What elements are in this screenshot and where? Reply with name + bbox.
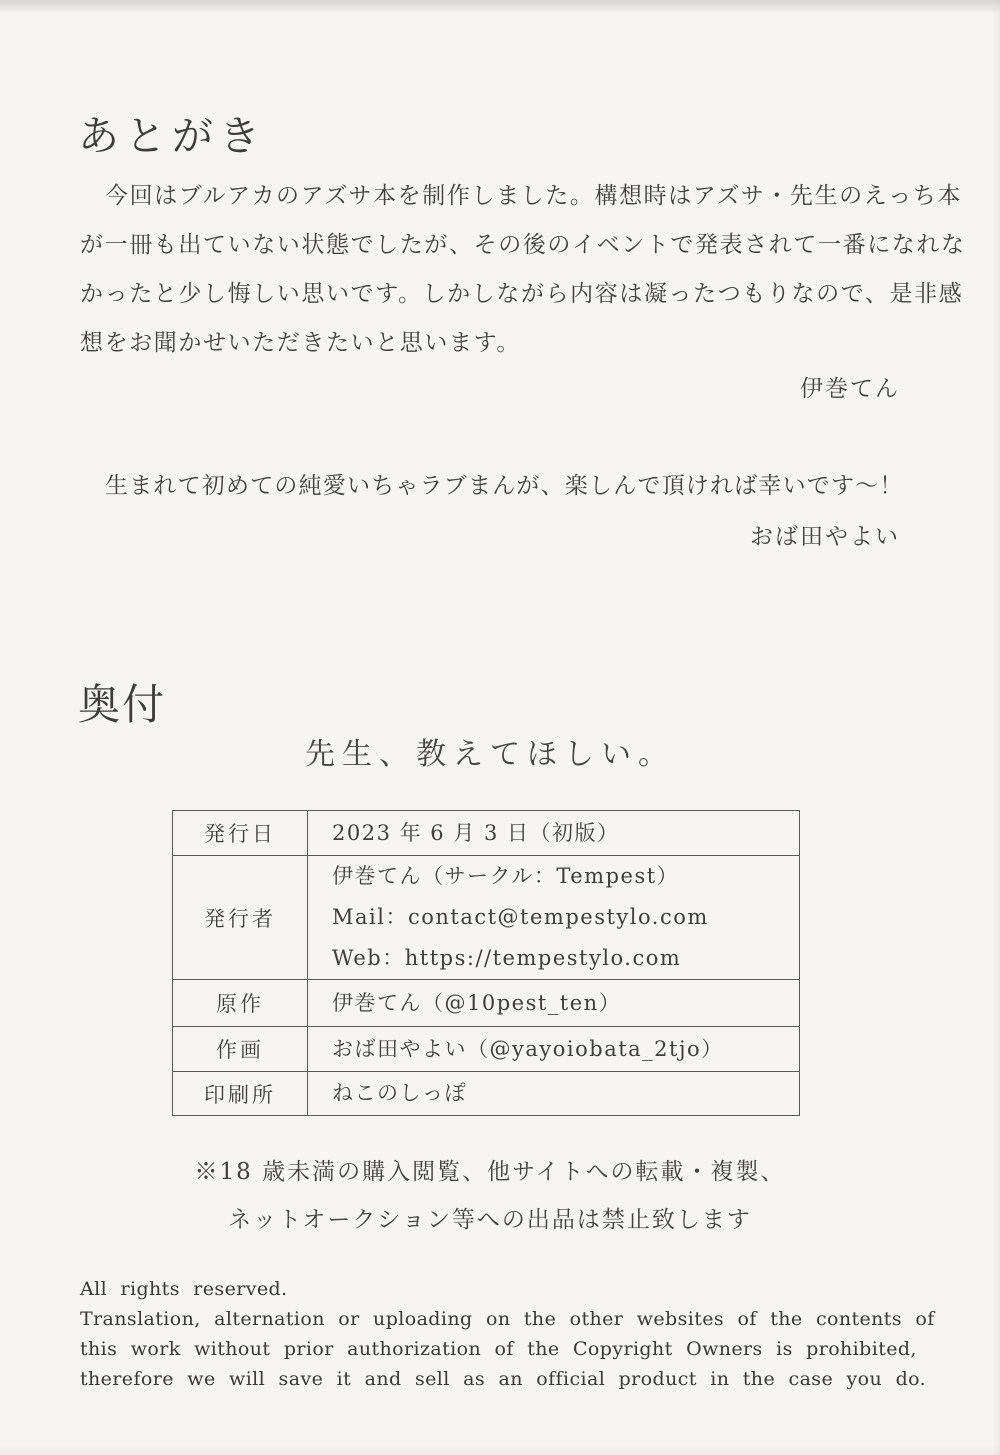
- row-value: おば田やよい（@yayoiobata_2tjo）: [332, 1036, 724, 1061]
- artist-signature: おば田やよい: [750, 524, 900, 550]
- copyright-line: Translation, alternation or uploading on the other websites of the contents of: [80, 1308, 935, 1330]
- row-label: 発行日: [173, 811, 308, 856]
- row-value: 伊巻てん（@10pest_ten）: [332, 990, 622, 1015]
- book-title: 先生、教えてほしい。: [305, 737, 675, 772]
- row-value: Mail：contact@tempestylo.com: [332, 905, 709, 929]
- notice-line: ネットオークション等への出品は禁止致します: [228, 1207, 752, 1233]
- afterword-paragraph: [80, 172, 966, 368]
- colophon-heading: 奥付: [78, 680, 167, 729]
- row-value: Web：https://tempestylo.com: [332, 946, 682, 970]
- paragraph-line: かったと少し悔しい思いです。しかしながら内容は凝ったつもりなので、是非感: [80, 281, 964, 307]
- row-label: 原作: [173, 980, 308, 1027]
- colophon-table: [172, 810, 800, 1116]
- row-value: ねこのしっぽ: [332, 1081, 467, 1105]
- table-row: [173, 856, 800, 980]
- copyright-line: All rights reserved.: [80, 1278, 288, 1300]
- author-signature: 伊巻てん: [800, 376, 900, 402]
- afterword-heading: あとがき: [78, 112, 266, 160]
- row-label: 作画: [173, 1027, 308, 1072]
- table-row: [173, 811, 800, 856]
- paragraph-line: が一冊も出ていない状態でしたが、その後のイベントで発表されて一番になれな: [80, 232, 966, 258]
- row-value: 2023 年 6 月 3 日（初版）: [332, 820, 620, 845]
- table-row: [173, 980, 800, 1027]
- copyright-notice: [80, 1274, 942, 1394]
- paragraph-line: 今回はブルアカのアズサ本を制作しました。構想時はアズサ・先生のえっち本: [105, 183, 963, 209]
- copyright-line: this work without prior authorization of the Copyright Owners is prohibited,: [80, 1338, 917, 1360]
- age-restriction-notice: [84, 1148, 896, 1244]
- table-row: [173, 1072, 800, 1116]
- artist-message: 生まれて初めての純愛いちゃラブまんが、楽しんで頂ければ幸いです～！: [105, 473, 904, 499]
- paragraph-line: 想をお聞かせいただきたいと思います。: [80, 330, 521, 356]
- notice-line: ※18 歳未満の購入閲覧、他サイトへの転載・複製、: [194, 1159, 786, 1185]
- row-label: 発行者: [173, 856, 308, 980]
- row-label: 印刷所: [173, 1072, 308, 1116]
- table-row: [173, 1027, 800, 1072]
- copyright-line: therefore we will save it and sell as an official product in the case you do.: [80, 1368, 927, 1390]
- row-value: 伊巻てん（サークル：Tempest）: [332, 864, 680, 888]
